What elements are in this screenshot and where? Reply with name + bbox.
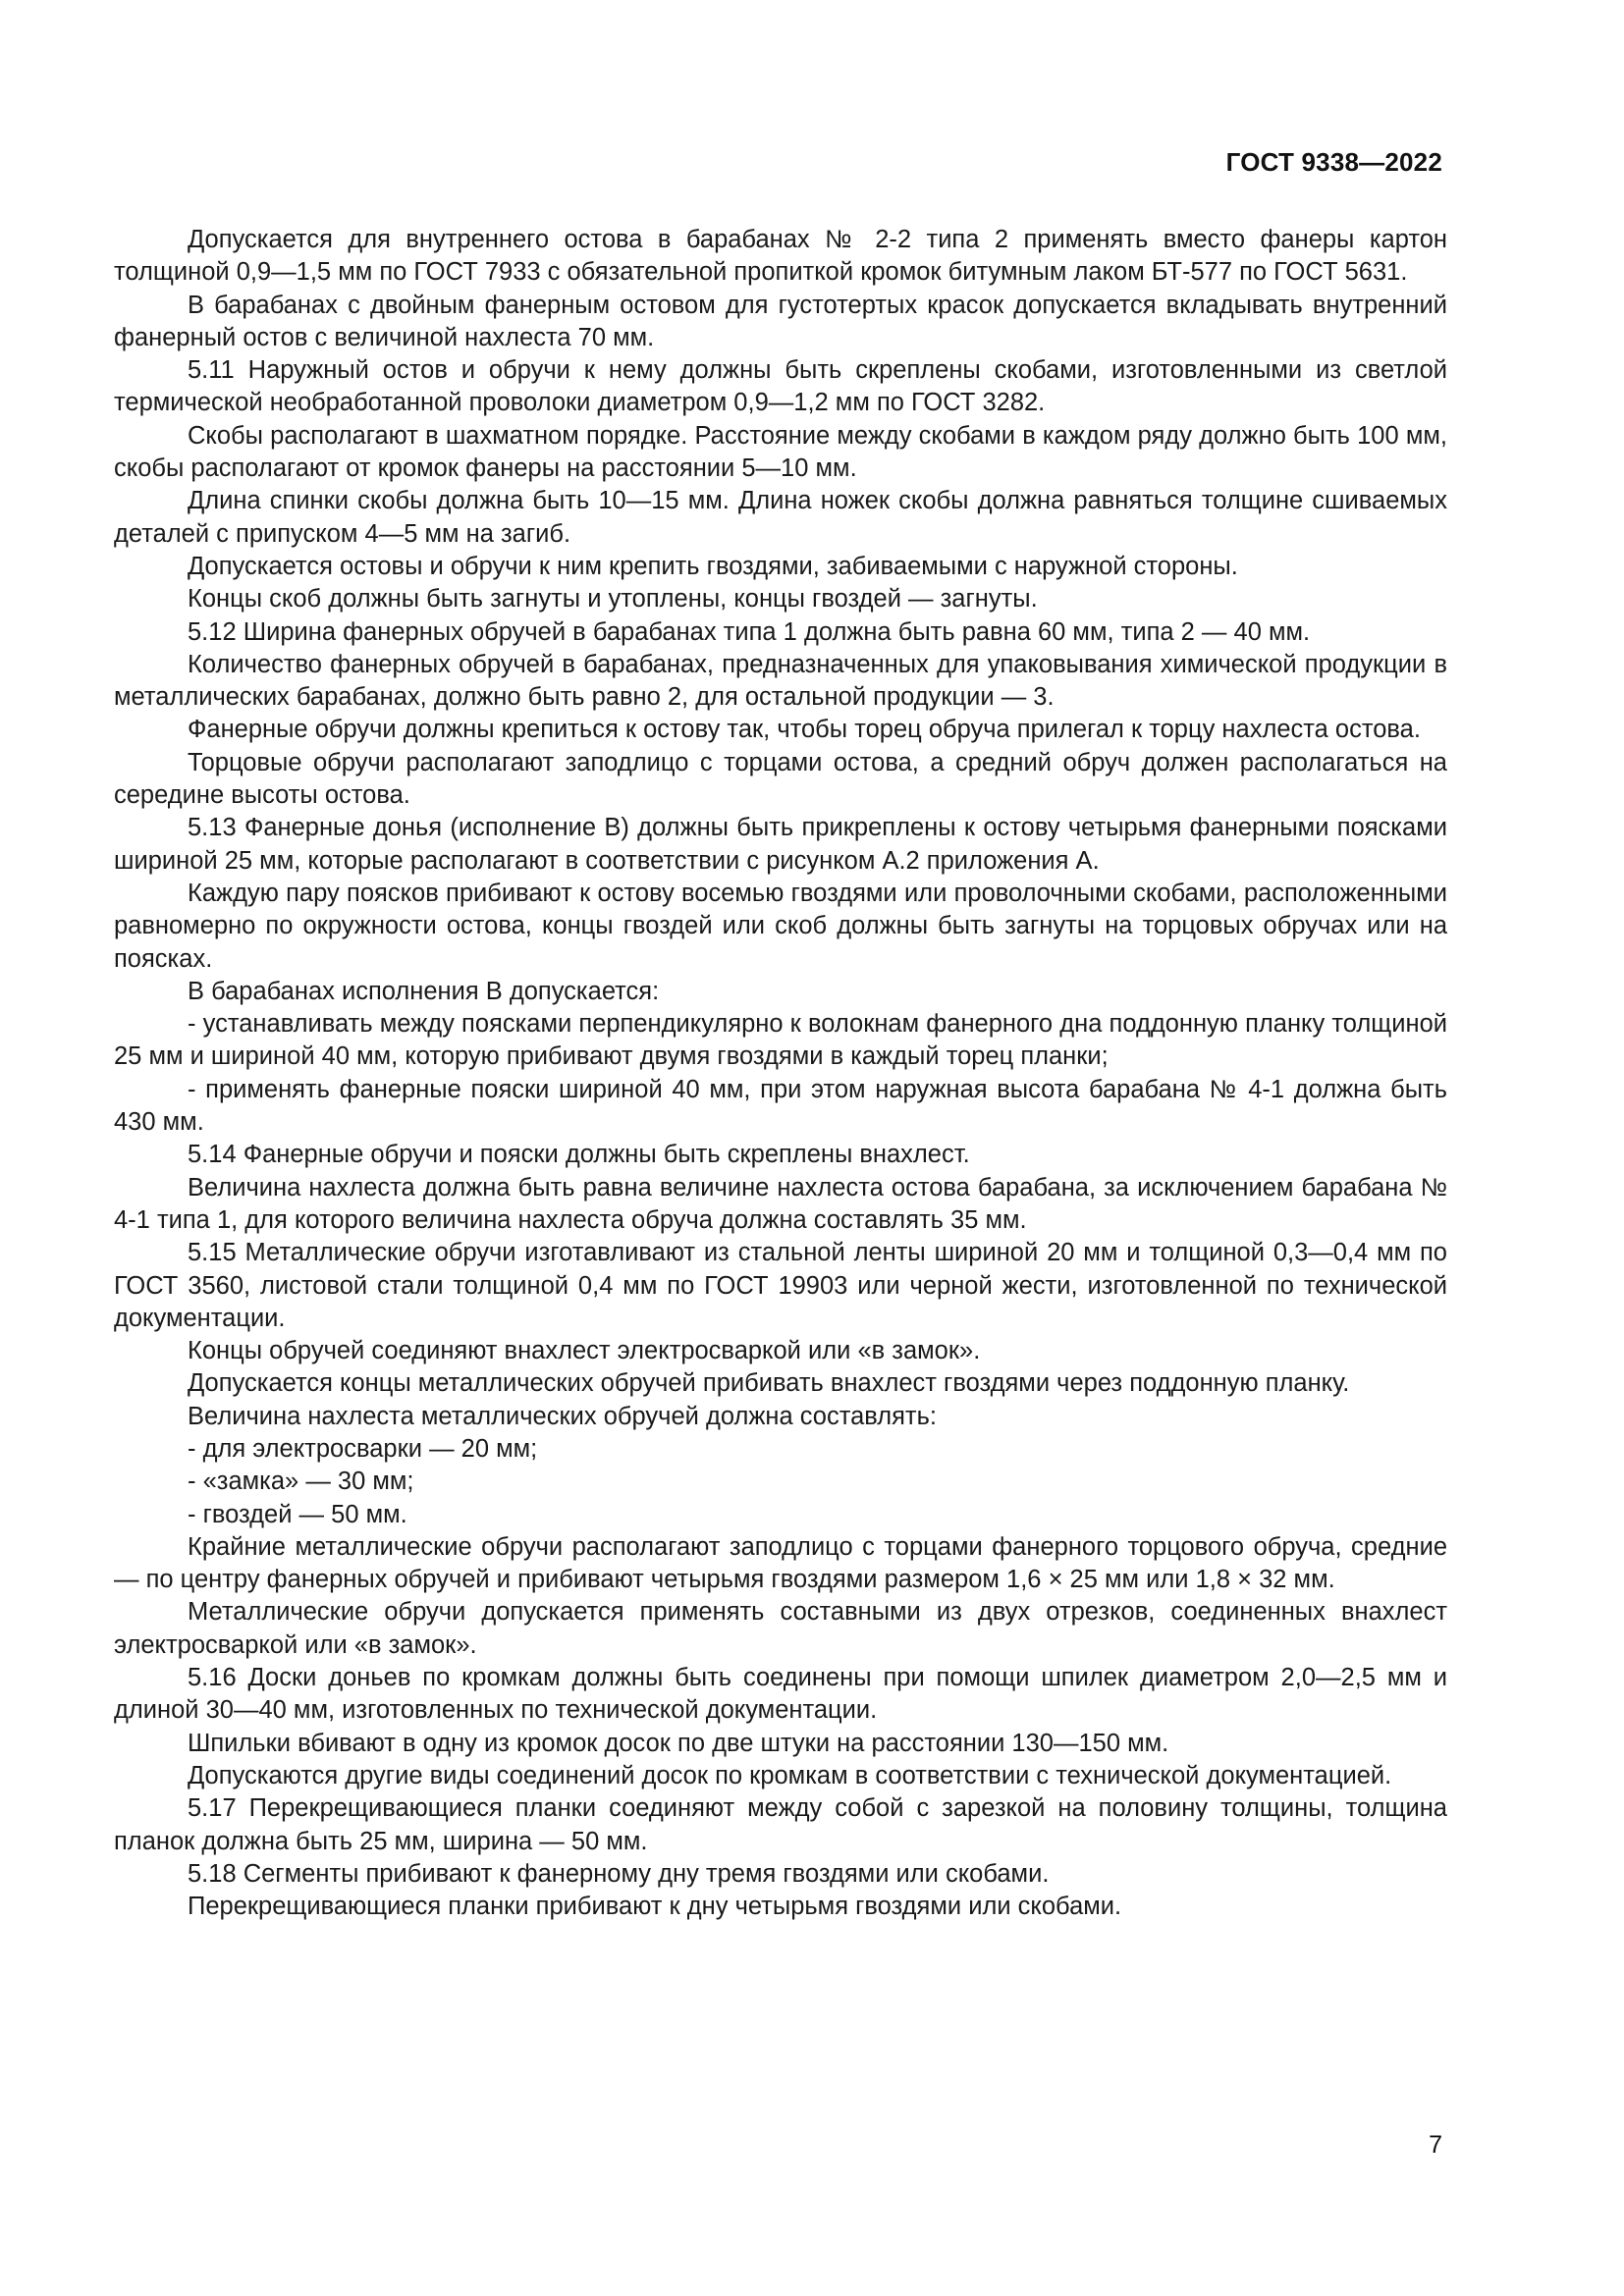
paragraph: В барабанах с двойным фанерным остовом для густотертых красок допускается вкладывать внутренний фанерный остов с величиной нахлеста 70 мм. (114, 291, 1447, 351)
paragraph: Величина нахлеста металлических обручей должна составлять: (188, 1402, 937, 1430)
page-number: 7 (1429, 2131, 1442, 2159)
paragraph: 5.14 Фанерные обручи и пояски должны быть скреплены внахлест. (188, 1141, 970, 1169)
paragraph: 5.17 Перекрещивающиеся планки соединяют между собой с зарезкой на половину толщины, толщина планок должна быть 25 мм, ширина — 50 мм. (114, 1794, 1447, 1855)
paragraph: Перекрещивающиеся планки прибивают к дну четырьмя гвоздями или скобами. (188, 1893, 1122, 1921)
paragraph: 5.15 Металлические обручи изготавливают из стальной ленты шириной 20 мм и толщиной 0,3—0,4 мм по ГОСТ 3560, листовой стали толщиной 0,4 мм по ГОСТ 19903 или черной жести, изготовленной по технической документации. (114, 1239, 1447, 1332)
paragraph: Скобы располагают в шахматном порядке. Расстояние между скобами в каждом ряду должно быть 100 мм, скобы располагают от кромок фанеры на расстоянии 5—10 мм. (114, 421, 1447, 483)
list-item: - гвоздей — 50 мм. (188, 1500, 407, 1528)
paragraph: Допускается для внутреннего остова в барабанах № 2-2 типа 2 применять вместо фанеры картон толщиной 0,9—1,5 мм по ГОСТ 7933 с обязательной пропиткой кромок битумным лаком БТ-577 по ГОСТ 5631. (114, 226, 1447, 287)
paragraph: Количество фанерных обручей в барабанах, предназначенных для упаковывания химической продукции в металлических барабанах, должно быть равно 2, для остальной продукции — 3. (114, 650, 1447, 712)
paragraph: Крайние металлические обручи располагают заподлицо с торцами фанерного торцового обруча, средние — по центру фанерных обручей и прибивают четырьмя гвоздями размером 1,6 × 25 мм или 1,8 × 32 мм. (114, 1532, 1447, 1594)
list-item: - для электросварки — 20 мм; (188, 1434, 538, 1463)
list-item: - «замка» — 30 мм; (188, 1468, 414, 1496)
paragraph: Допускается концы металлических обручей прибивать внахлест гвоздями через поддонную планку. (188, 1369, 1350, 1398)
paragraph: 5.13 Фанерные донья (исполнение В) должны быть прикреплены к остову четырьмя фанерными поясками шириной 25 мм, которые располагают в соответствии с рисунком А.2 приложения А. (114, 814, 1447, 875)
paragraph: Металлические обручи допускается применять составными из двух отрезков, соединенных внахлест электросваркой или «в замок». (114, 1598, 1447, 1659)
paragraph: 5.12 Ширина фанерных обручей в барабанах типа 1 должна быть равна 60 мм, типа 2 — 40 мм. (188, 617, 1311, 646)
paragraph: Торцовые обручи располагают заподлицо с торцами остова, а средний обруч должен располагаться на середине высоты остова. (114, 748, 1447, 810)
paragraph: Допускаются другие виды соединений досок по кромкам в соответствии с технической документацией. (188, 1761, 1392, 1789)
paragraph: Длина спинки скобы должна быть 10—15 мм. Длина ножек скобы должна равняться толщине сшиваемых деталей с припуском 4—5 мм на загиб. (114, 487, 1447, 548)
list-item: - устанавливать между поясками перпендикулярно к волокнам фанерного дна поддонную планку толщиной 25 мм и шириной 40 мм, которую прибивают двумя гвоздями в каждый торец планки; (114, 1010, 1447, 1071)
paragraph: 5.18 Сегменты прибивают к фанерному дну тремя гвоздями или скобами. (188, 1859, 1050, 1888)
document-body (114, 224, 1447, 1923)
paragraph: 5.11 Наружный остов и обручи к нему должны быть скреплены скобами, изготовленными из светлой термической необработанной проволоки диаметром 0,9—1,2 мм по ГОСТ 3282. (114, 356, 1447, 417)
paragraph: Величина нахлеста должна быть равна величине нахлеста остова барабана, за исключением барабана № 4-1 типа 1, для которого величина нахлеста обруча должна составлять 35 мм. (114, 1173, 1447, 1234)
document-header: ГОСТ 9338—2022 (1225, 147, 1442, 177)
paragraph: 5.16 Доски доньев по кромкам должны быть соединены при помощи шпилек диаметром 2,0—2,5 мм и длиной 30—40 мм, изготовленных по технической документации. (114, 1664, 1447, 1725)
paragraph: Допускается остовы и обручи к ним крепить гвоздями, забиваемыми с наружной стороны. (188, 552, 1238, 580)
paragraph: Концы скоб должны быть загнуты и утоплены, концы гвоздей — загнуты. (188, 585, 1038, 614)
paragraph: В барабанах исполнения В допускается: (188, 977, 660, 1005)
paragraph: Шпильки вбивают в одну из кромок досок по две штуки на расстоянии 130—150 мм. (188, 1729, 1169, 1757)
paragraph: Каждую пару поясков прибивают к остову восемью гвоздями или проволочными скобами, расположенными равномерно по окружности остова, концы гвоздей или скоб должны быть загнуты на торцовых обручах или на поясках. (114, 879, 1447, 973)
paragraph: Фанерные обручи должны крепиться к остову так, чтобы торец обруча прилегал к торцу нахлеста остова. (188, 716, 1421, 744)
paragraph: Концы обручей соединяют внахлест электросваркой или «в замок». (188, 1337, 981, 1365)
list-item: - применять фанерные пояски шириной 40 мм, при этом наружная высота барабана № 4-1 должна быть 430 мм. (114, 1075, 1447, 1137)
